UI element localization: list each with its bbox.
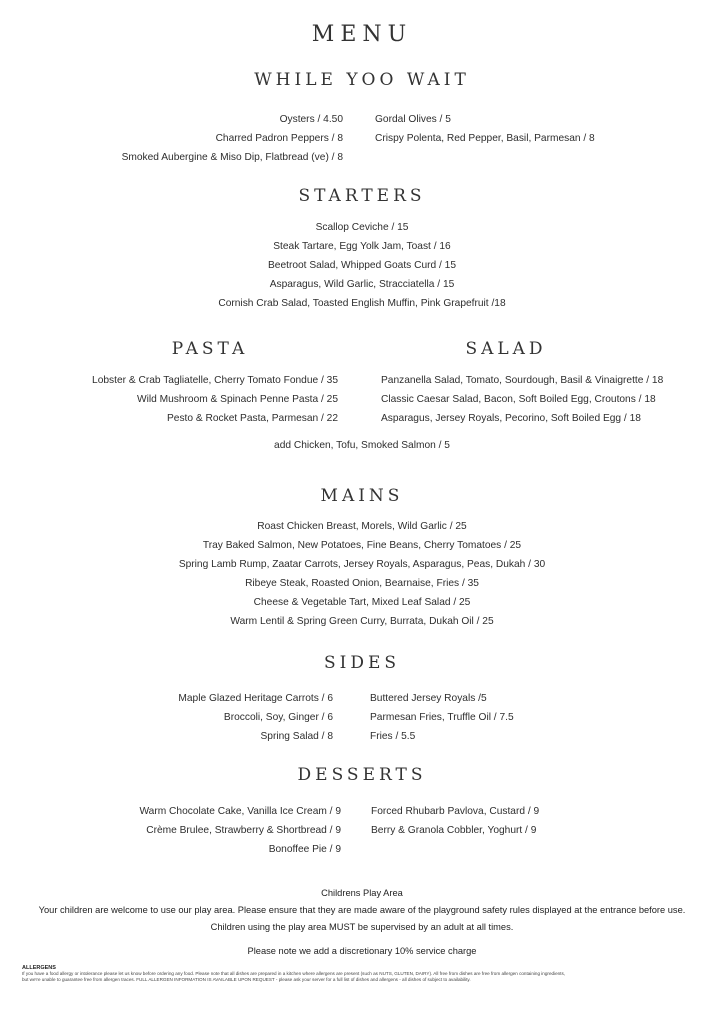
menu-item: Parmesan Fries, Truffle Oil / 7.5 xyxy=(370,712,514,723)
menu-item: Berry & Granola Cobbler, Yoghurt / 9 xyxy=(371,825,537,836)
menu-item: Wild Mushroom & Spinach Penne Pasta / 25 xyxy=(136,394,338,405)
menu-item: Beetroot Salad, Whipped Goats Curd / 15 xyxy=(267,260,456,271)
menu-item: Asparagus, Wild Garlic, Stracciatella / 15 xyxy=(269,279,455,290)
sides-left-column xyxy=(178,689,333,746)
allergens-block xyxy=(22,965,712,983)
menu-item: Asparagus, Jersey Royals, Pecorino, Soft Boiled Egg / 18 xyxy=(381,413,641,424)
play-area-notice: Your children are welcome to use our play area. Please ensure that they are made aware of the playground safety rules displayed at the entrance before use. xyxy=(38,905,686,915)
menu-item: Bonoffee Pie / 9 xyxy=(268,844,341,855)
menu-item: Gordal Olives / 5 xyxy=(375,114,451,125)
menu-item: Crème Brulee, Strawberry & Shortbread / 9 xyxy=(146,825,341,836)
menu-item: Buttered Jersey Royals /5 xyxy=(370,693,487,704)
play-area-supervision-notice: Children using the play area MUST be supervised by an adult at all times. xyxy=(210,922,514,932)
section-title-mains: MAINS xyxy=(320,486,404,506)
add-on-item: add Chicken, Tofu, Smoked Salmon / 5 xyxy=(274,440,450,451)
menu-item: Spring Lamb Rump, Zaatar Carrots, Jersey Royals, Asparagus, Peas, Dukah / 30 xyxy=(178,559,546,570)
play-area-title: Childrens Play Area xyxy=(321,888,403,898)
salad-list xyxy=(381,371,663,428)
mains-list xyxy=(0,517,724,631)
menu-item: Broccoli, Soy, Ginger / 6 xyxy=(223,712,333,723)
menu-item: Roast Chicken Breast, Morels, Wild Garlic / 25 xyxy=(257,521,467,532)
sides-right-column xyxy=(370,689,514,746)
allergens-text-line: but we're unable to guarantee free from allergen traces. FULL ALLERGEN INFORMATION IS AVAILABLE UPON REQUEST - please ask your server for a full list of dishes and allergens - all dishes of subject to availability. xyxy=(22,977,471,982)
section-title-while-you-wait: WHILE YOO WAIT xyxy=(254,70,470,90)
desserts-right-column xyxy=(371,802,539,840)
pasta-list xyxy=(92,371,338,428)
menu-item: Charred Padron Peppers / 8 xyxy=(215,133,343,144)
section-title-salad: SALAD xyxy=(465,339,547,359)
section-title-pasta: PASTA xyxy=(171,339,249,359)
menu-item: Pesto & Rocket Pasta, Parmesan / 22 xyxy=(166,413,338,424)
menu-item: Forced Rhubarb Pavlova, Custard / 9 xyxy=(371,806,540,817)
menu-item: Spring Salad / 8 xyxy=(260,731,333,742)
menu-item: Fries / 5.5 xyxy=(370,731,416,742)
menu-item: Cheese & Vegetable Tart, Mixed Leaf Salad / 25 xyxy=(253,597,471,608)
allergens-title: ALLERGENS xyxy=(22,965,56,971)
section-title-desserts: DESSERTS xyxy=(297,765,427,785)
service-charge-notice: Please note we add a discretionary 10% service charge xyxy=(247,946,477,956)
menu-item: Ribeye Steak, Roasted Onion, Bearnaise, Fries / 35 xyxy=(245,578,479,589)
section-title-starters: STARTERS xyxy=(298,186,426,206)
section-title-sides: SIDES xyxy=(323,653,401,673)
menu-item: Smoked Aubergine & Miso Dip, Flatbread (ve) / 8 xyxy=(121,152,343,163)
menu-item: Steak Tartare, Egg Yolk Jam, Toast / 16 xyxy=(273,241,451,252)
while-you-wait-right-column xyxy=(375,110,595,148)
menu-item: Cornish Crab Salad, Toasted English Muffin, Pink Grapefruit /18 xyxy=(218,298,506,309)
menu-item: Classic Caesar Salad, Bacon, Soft Boiled Egg, Croutons / 18 xyxy=(381,394,656,405)
desserts-left-column xyxy=(139,802,341,859)
menu-item: Tray Baked Salmon, New Potatoes, Fine Beans, Cherry Tomatoes / 25 xyxy=(202,540,522,551)
menu-item: Warm Lentil & Spring Green Curry, Burrata, Dukah Oil / 25 xyxy=(230,616,494,627)
menu-item: Lobster & Crab Tagliatelle, Cherry Tomato Fondue / 35 xyxy=(92,375,338,386)
menu-item: Warm Chocolate Cake, Vanilla Ice Cream / 9 xyxy=(139,806,341,817)
menu-item: Scallop Ceviche / 15 xyxy=(315,222,409,233)
menu-item: Crispy Polenta, Red Pepper, Basil, Parmesan / 8 xyxy=(375,133,595,144)
menu-item: Panzanella Salad, Tomato, Sourdough, Basil & Vinaigrette / 18 xyxy=(381,375,664,386)
menu-item: Oysters / 4.50 xyxy=(279,114,343,125)
add-on-line xyxy=(0,436,724,455)
starters-list xyxy=(0,218,724,313)
while-you-wait-left-column xyxy=(122,110,343,167)
menu-title: MENU xyxy=(311,22,413,47)
menu-item: Maple Glazed Heritage Carrots / 6 xyxy=(178,693,333,704)
allergens-text-line: If you have a food allergy or intolerance please let us know before ordering any food. Please note that all dishes are prepared in a kitchen where allergens are present (such as NUTS, GLUTEN, DAIRY). All free from dishes are free from allergen containing ingredients, xyxy=(22,971,566,976)
